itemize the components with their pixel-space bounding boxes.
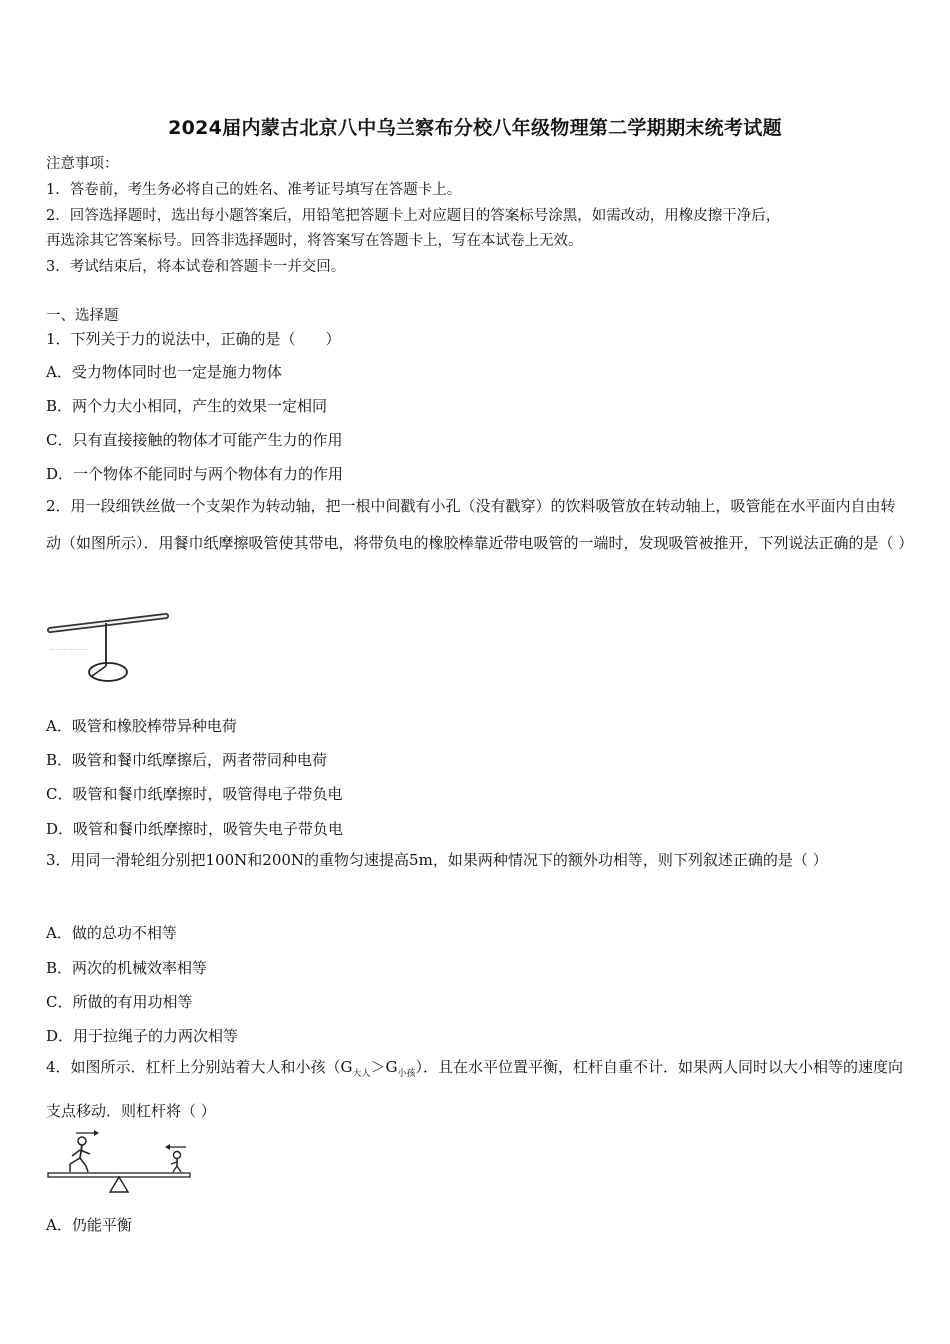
q4-stem-part: ＞G xyxy=(370,1058,398,1076)
q3-option-b: B．两次的机械效率相等 xyxy=(46,959,208,977)
q1-option-d: D．一个物体不能同时与两个物体有力的作用 xyxy=(46,465,344,483)
notice-item: 3．考试结束后，将本试卷和答题卡一并交回。 xyxy=(46,259,346,275)
notice-item: 2．回答选择题时，选出每小题答案后，用铅笔把答题卡上对应题目的答案标号涂黑，如需改动，用橡皮擦干净后， xyxy=(46,208,781,224)
notice-item: 再选涂其它答案标号。回答非选择题时，将答案写在答题卡上，写在本试卷上无效。 xyxy=(46,233,583,249)
q2-option-b: B．吸管和餐巾纸摩擦后，两者带同种电荷 xyxy=(46,751,328,769)
notice-item: 1．答卷前，考生务必将自己的姓名、准考证号填写在答题卡上。 xyxy=(46,182,462,198)
svg-text:~~~~~~: ~~~~~~ xyxy=(48,645,89,654)
question-3-stem: 3．用同一滑轮组分别把100N和200N的重物匀速提高5m，如果两种情况下的额外功相等，则下列叙述正确的是（ ） xyxy=(46,851,828,869)
q3-option-c: C．所做的有用功相等 xyxy=(46,993,193,1011)
q4-subscript-child: 小孩 xyxy=(397,1069,416,1079)
notice-heading: 注意事项： xyxy=(46,156,119,172)
page-title: 2024届内蒙古北京八中乌兰察布分校八年级物理第二学期期末统考试题 xyxy=(168,117,782,139)
lever-figure xyxy=(44,1124,194,1196)
q2-option-d: D．吸管和餐巾纸摩擦时，吸管失电子带负电 xyxy=(46,820,344,838)
question-2-stem: 2．用一段细铁丝做一个支架作为转动轴，把一根中间戳有小孔（没有戳穿）的饮料吸管放在转动轴上，吸管能在水平面内自由转动（如图所示）．用餐巾纸摩擦吸管使其带电，将带负电的橡胶棒靠近带电吸管的一端时，发现吸管被推开，下列说法正确的是（ ） xyxy=(46,497,914,552)
q1-option-b: B．两个力大小相同，产生的效果一定相同 xyxy=(46,397,328,415)
q4-stem-part: ）．且在水平位置平衡，杠杆自重不计．如果两人同时以大小相等的速度向支点移动．则杠杆将（ ） xyxy=(46,1058,904,1120)
q1-option-c: C．只有直接接触的物体才可能产生力的作用 xyxy=(46,431,343,449)
q1-option-a: A．受力物体同时也一定是施力物体 xyxy=(46,363,282,381)
q4-stem-part: 4．如图所示．杠杆上分别站着大人和小孩（G xyxy=(46,1058,353,1076)
question-4-stem xyxy=(46,1049,906,1130)
q2-option-c: C．吸管和餐巾纸摩擦时，吸管得电子带负电 xyxy=(46,785,343,803)
q3-option-a: A．做的总功不相等 xyxy=(46,924,177,942)
q4-subscript-adult: 大人 xyxy=(352,1069,371,1079)
section-heading: 一、选择题 xyxy=(46,308,119,324)
q2-option-a: A．吸管和橡胶棒带异种电荷 xyxy=(46,717,237,735)
q3-option-d: D．用于拉绳子的力两次相等 xyxy=(46,1027,239,1045)
question-1-stem: 1．下列关于力的说法中，正确的是（ ） xyxy=(46,330,341,348)
straw-pivot-figure xyxy=(44,608,174,686)
q4-option-a: A．仍能平衡 xyxy=(46,1216,132,1234)
